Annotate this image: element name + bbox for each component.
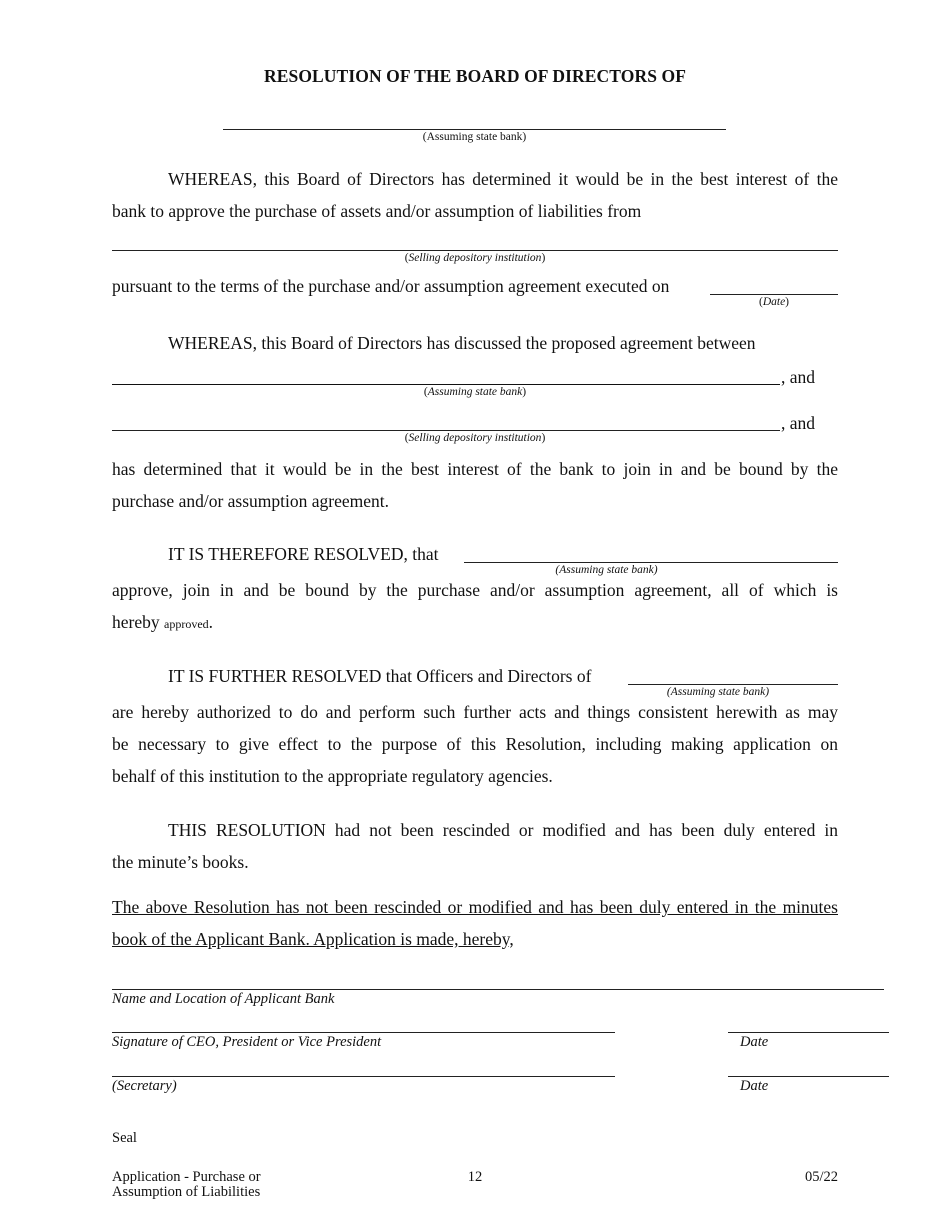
assuming-bank-blank-line-4[interactable] bbox=[628, 684, 838, 685]
para3-line2: approve, join in and be bound by the purchase and/or assumption agreement, all of which is bbox=[112, 580, 838, 600]
ceo-signature-label: Signature of CEO, President or Vice President bbox=[112, 1034, 382, 1050]
assuming-bank-caption-3: (Assuming state bank) bbox=[555, 564, 658, 576]
para6-line2: book of the Applicant Bank. Application is made, hereby, bbox=[112, 929, 514, 949]
para2-line3: has determined that it would be in the best interest of the bank to join in and be bound by the bbox=[112, 459, 838, 479]
selling-institution-blank-line[interactable] bbox=[112, 250, 838, 251]
assuming-bank-blank-line-2[interactable] bbox=[112, 384, 780, 385]
revision-date: 05/22 bbox=[804, 1169, 838, 1185]
para2-line4: purchase and/or assumption agreement. bbox=[112, 491, 389, 511]
secretary-label: (Secretary) bbox=[112, 1078, 177, 1094]
name-location-label: Name and Location of Applicant Bank bbox=[112, 991, 335, 1007]
date-caption: (Date) bbox=[758, 296, 790, 308]
para4-line2: are hereby authorized to do and perform such further acts and things consistent herewith as may bbox=[112, 702, 838, 722]
date-blank-line[interactable] bbox=[710, 294, 838, 295]
para4-line1: IT IS FURTHER RESOLVED that Officers and Directors of bbox=[168, 666, 592, 686]
and-text-1: , and bbox=[781, 367, 816, 387]
applicant-bank-name-line[interactable] bbox=[112, 989, 884, 990]
date-line-2[interactable] bbox=[728, 1076, 889, 1077]
selling-institution-caption: (Selling depository institution) bbox=[404, 252, 546, 264]
assuming-bank-caption: (Assuming state bank) bbox=[422, 131, 527, 143]
seal-label: Seal bbox=[112, 1130, 137, 1146]
para1-line2: bank to approve the purchase of assets and/or assumption of liabilities from bbox=[112, 201, 642, 221]
assuming-bank-caption-2: (Assuming state bank) bbox=[423, 386, 527, 398]
footer-form-title: Application - Purchase or Assumption of Liabilities bbox=[112, 1169, 261, 1200]
para6-line1: The above Resolution has not been rescinded or modified and has been duly entered in the minutes bbox=[112, 897, 838, 917]
assuming-bank-caption-4: (Assuming state bank) bbox=[666, 686, 770, 698]
para2-line1: WHEREAS, this Board of Directors has discussed the proposed agreement between bbox=[168, 333, 756, 353]
para1-line1: WHEREAS, this Board of Directors has determined it would be in the best interest of the bbox=[168, 169, 838, 189]
para3-line1: IT IS THEREFORE RESOLVED, that bbox=[168, 544, 439, 564]
secretary-signature-line[interactable] bbox=[112, 1076, 615, 1077]
para5-line1: THIS RESOLUTION had not been rescinded or modified and has been duly entered in bbox=[168, 820, 838, 840]
pursuant-text: pursuant to the terms of the purchase and/or assumption agreement executed on bbox=[112, 276, 670, 296]
date-line-1[interactable] bbox=[728, 1032, 889, 1033]
selling-institution-caption-2: (Selling depository institution) bbox=[404, 432, 546, 444]
ceo-signature-line[interactable] bbox=[112, 1032, 615, 1033]
date-label-2: Date bbox=[740, 1078, 769, 1094]
date-label-1: Date bbox=[740, 1034, 769, 1050]
para3-line3: hereby approved. bbox=[112, 612, 214, 632]
document-title: RESOLUTION OF THE BOARD OF DIRECTORS OF bbox=[263, 66, 687, 86]
para5-line2: the minute’s books. bbox=[112, 852, 249, 872]
selling-institution-blank-line-2[interactable] bbox=[112, 430, 780, 431]
assuming-bank-blank-line-3[interactable] bbox=[464, 562, 838, 563]
and-text-2: , and bbox=[781, 413, 816, 433]
para4-line3: be necessary to give effect to the purpose of this Resolution, including making application on bbox=[112, 734, 838, 754]
para4-line4: behalf of this institution to the appropriate regulatory agencies. bbox=[112, 766, 553, 786]
page-number: 12 bbox=[467, 1169, 483, 1185]
assuming-bank-blank-line[interactable] bbox=[223, 129, 726, 130]
